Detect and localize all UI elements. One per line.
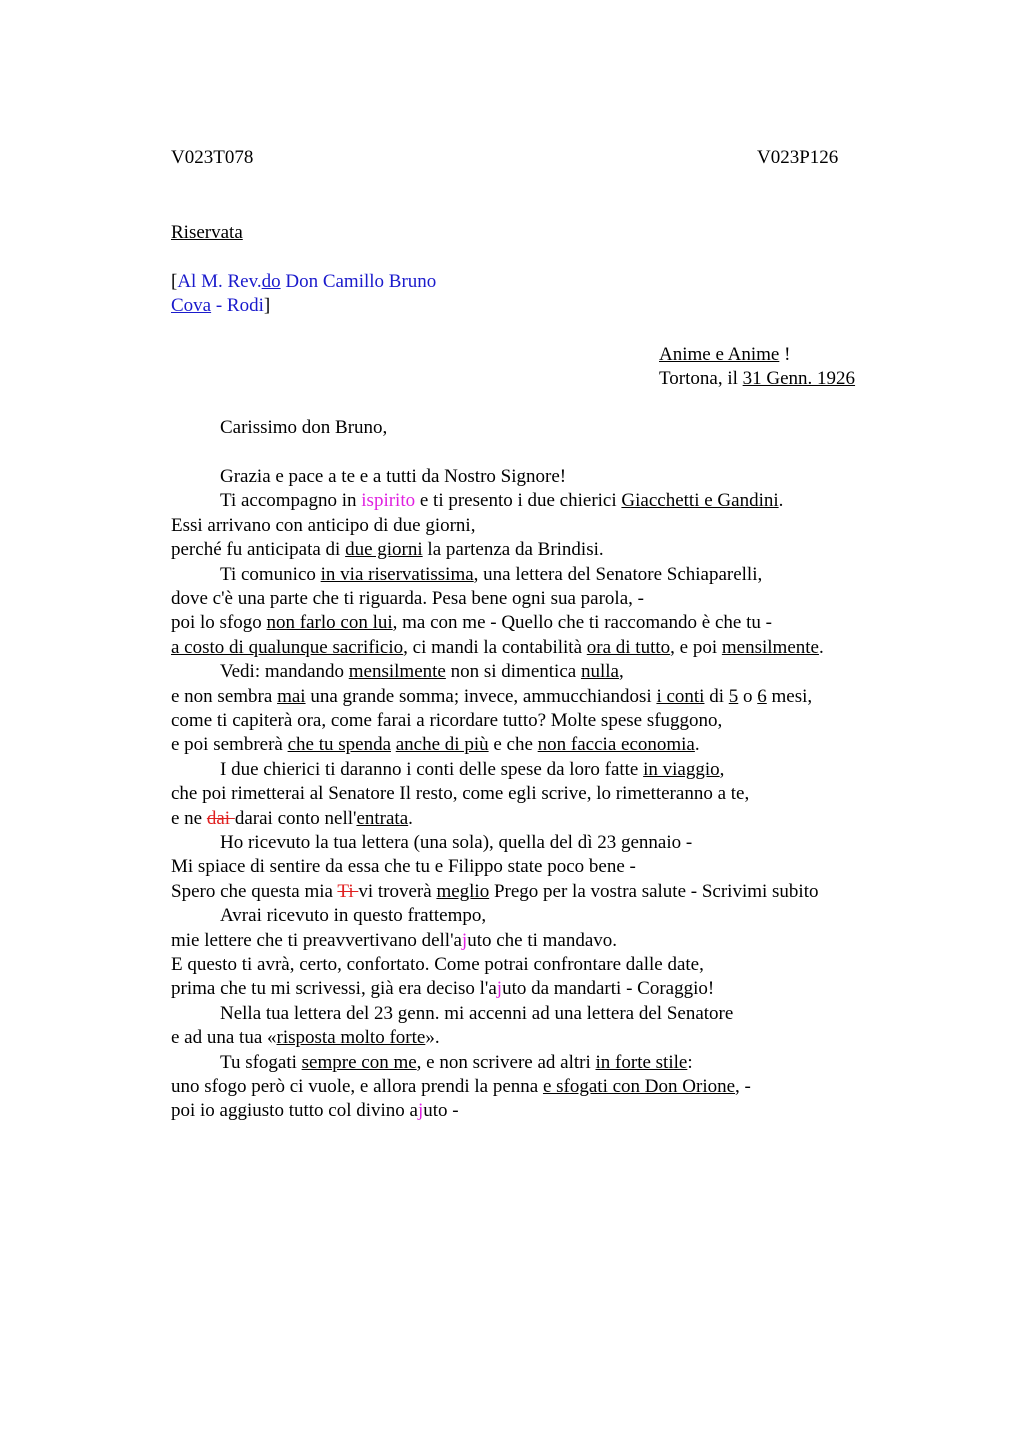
body-line bbox=[220, 563, 762, 587]
body-line bbox=[220, 758, 724, 782]
body-line bbox=[220, 831, 692, 855]
motto: Anime e Anime ! bbox=[659, 344, 791, 365]
text-segment: non farlo con lui bbox=[266, 612, 393, 634]
body-line bbox=[171, 977, 714, 1001]
body-line bbox=[171, 1099, 459, 1123]
text-segment: Prego per la vostra salute - Scrivimi subito bbox=[489, 880, 819, 902]
text-segment: , e non scrivere ad altri bbox=[416, 1051, 596, 1073]
text-segment: Mi spiace di sentire da essa che tu e Filippo state poco bene - bbox=[171, 856, 636, 878]
text-segment: ora di tutto bbox=[586, 636, 671, 658]
body-line bbox=[171, 538, 604, 562]
text-segment: Ti comunico bbox=[220, 563, 321, 585]
text-segment: 5 bbox=[728, 685, 739, 707]
text-segment: . bbox=[408, 807, 413, 829]
text-segment: e poi sembrerà bbox=[171, 734, 288, 756]
struck-text: dai bbox=[206, 807, 235, 829]
text-segment: a costo di qualunque sacrificio bbox=[171, 636, 404, 658]
text-segment: mensilmente bbox=[721, 636, 819, 658]
body-line bbox=[171, 514, 475, 538]
text-segment: 6 bbox=[757, 685, 767, 707]
text-segment: Ti accompagno in bbox=[220, 490, 362, 512]
text-segment: la partenza da Brindisi. bbox=[422, 539, 604, 561]
body-line bbox=[171, 1075, 751, 1099]
text-segment: i conti bbox=[656, 685, 705, 707]
text-segment: due giorni bbox=[345, 539, 423, 561]
text-segment: I due chierici ti daranno i conti delle spese da loro fatte bbox=[220, 758, 644, 780]
struck-text: Ti bbox=[337, 880, 359, 902]
text-segment: come ti capiterà ora, come farai a ricordare tutto? Molte spese sfuggono, bbox=[171, 710, 723, 731]
text-segment: e sfogati con Don Orione bbox=[542, 1076, 736, 1097]
text-segment: Essi arrivano con anticipo di due giorni, bbox=[171, 514, 476, 536]
text-segment: Grazia e pace a te e a tutti da Nostro Signore! bbox=[220, 466, 567, 487]
text-segment: , ma con me - Quello che ti raccomando è che tu - bbox=[392, 612, 772, 634]
text-segment: uno sfogo però ci vuole, e allora prendi la penna bbox=[171, 1076, 543, 1097]
body-line bbox=[171, 953, 704, 977]
text-segment: ispirito bbox=[361, 490, 416, 512]
body-line bbox=[171, 782, 749, 806]
text-segment: poi lo sfogo bbox=[171, 612, 267, 634]
text-segment: e non sembra bbox=[171, 685, 278, 707]
body-line bbox=[220, 904, 486, 928]
text-segment: j bbox=[417, 1100, 424, 1122]
text-segment: j bbox=[461, 929, 468, 951]
text-segment: in via riservatissima bbox=[320, 563, 474, 585]
text-segment: in forte stile bbox=[595, 1051, 688, 1073]
body-line bbox=[171, 611, 772, 635]
body-line bbox=[171, 880, 819, 904]
text-segment: risposta molto forte bbox=[276, 1027, 426, 1049]
text-segment: non si dimentica bbox=[445, 661, 581, 683]
text-segment: ». bbox=[425, 1027, 440, 1049]
body-line bbox=[171, 685, 812, 709]
text-segment: una grande somma; invece, ammucchiandosi bbox=[305, 685, 657, 707]
salutation: Carissimo don Bruno, bbox=[220, 417, 388, 438]
text-segment: , - bbox=[735, 1076, 751, 1097]
text-segment: e ne bbox=[171, 807, 207, 829]
body-line bbox=[171, 636, 824, 660]
body-line bbox=[171, 929, 617, 953]
text-segment: e che bbox=[488, 734, 538, 756]
text-segment: mesi, bbox=[766, 685, 813, 707]
text-segment: prima che tu mi scrivessi, già era deciso l'a bbox=[171, 978, 497, 1000]
text-segment: darai conto nell' bbox=[234, 807, 357, 829]
header-left-code: V023T078 bbox=[171, 147, 254, 168]
text-segment: Ho ricevuto la tua lettera (una sola), quella del dì 23 gennaio - bbox=[220, 832, 693, 853]
body-line bbox=[220, 489, 783, 513]
text-segment: Vedi: mandando bbox=[220, 661, 349, 683]
text-segment: e ad una tua « bbox=[171, 1027, 277, 1049]
text-segment: , bbox=[618, 661, 624, 683]
text-segment: non faccia economia bbox=[537, 734, 695, 756]
text-segment: : bbox=[687, 1051, 693, 1073]
text-segment: , bbox=[719, 758, 725, 780]
text-segment: Giacchetti e Gandini bbox=[621, 490, 779, 512]
text-segment: Nella tua lettera del 23 genn. mi accenni ad una lettera del Senatore bbox=[220, 1002, 734, 1024]
text-segment: che tu spenda bbox=[287, 734, 391, 756]
text-segment: meglio bbox=[436, 880, 490, 902]
body-line bbox=[220, 660, 624, 684]
text-segment: e ti presento i due chierici bbox=[415, 490, 622, 512]
body-line bbox=[171, 1026, 440, 1050]
body-line bbox=[171, 807, 413, 831]
text-segment: uto - bbox=[423, 1100, 459, 1122]
body-line bbox=[220, 465, 566, 489]
text-segment: uto da mandarti - Coraggio! bbox=[502, 978, 715, 1000]
text-segment: mai bbox=[277, 685, 306, 707]
body-line bbox=[220, 1051, 693, 1075]
text-segment: . bbox=[818, 636, 824, 658]
text-segment: . bbox=[694, 734, 700, 756]
text-segment: Spero che questa mia bbox=[171, 880, 338, 902]
text-segment: perché fu anticipata di bbox=[171, 539, 346, 561]
text-segment: , ci mandi la contabilità bbox=[403, 636, 587, 658]
text-segment: vi troverà bbox=[358, 880, 437, 902]
text-segment: o bbox=[738, 685, 758, 707]
text-segment: Tu sfogati bbox=[220, 1051, 302, 1073]
text-segment: nulla bbox=[580, 661, 619, 683]
header-right-code: V023P126 bbox=[757, 147, 839, 168]
text-segment: entrata bbox=[356, 807, 409, 829]
body-line bbox=[220, 1002, 733, 1026]
text-segment: , una lettera del Senatore Schiaparelli, bbox=[473, 563, 763, 585]
place-date: Tortona, il 31 Genn. 1926 bbox=[659, 368, 856, 389]
text-segment: sempre con me bbox=[301, 1051, 417, 1073]
text-segment: E questo ti avrà, certo, confortato. Come potrai confrontare dalle date, bbox=[171, 954, 704, 975]
text-segment: in viaggio bbox=[643, 758, 720, 780]
text-segment: mie lettere che ti preavvertivano dell'a bbox=[171, 929, 462, 951]
text-segment: Avrai ricevuto in questo frattempo, bbox=[220, 905, 487, 927]
text-segment: . bbox=[778, 490, 784, 512]
text-segment: uto che ti mandavo. bbox=[467, 929, 618, 951]
body-line bbox=[171, 587, 644, 611]
address-line-1: [Al M. Rev.do Don Camillo Bruno bbox=[171, 271, 437, 292]
riservata-label: Riservata bbox=[171, 222, 243, 243]
body-line bbox=[171, 709, 722, 733]
text-segment: , e poi bbox=[670, 636, 722, 658]
body-line bbox=[171, 733, 700, 757]
address-line-2: Cova - Rodi] bbox=[171, 295, 271, 316]
text-segment: di bbox=[704, 685, 729, 707]
text-segment: dove c'è una parte che ti riguarda. Pesa bene ogni sua parola, - bbox=[171, 588, 644, 609]
text-segment: anche di più bbox=[395, 734, 489, 756]
text-segment: poi io aggiusto tutto col divino a bbox=[171, 1100, 418, 1122]
body-line bbox=[171, 855, 636, 879]
text-segment: j bbox=[496, 978, 503, 1000]
text-segment: mensilmente bbox=[348, 661, 446, 683]
text-segment: che poi rimetterai al Senatore Il resto, come egli scrive, lo rimetteranno a te, bbox=[171, 783, 750, 805]
